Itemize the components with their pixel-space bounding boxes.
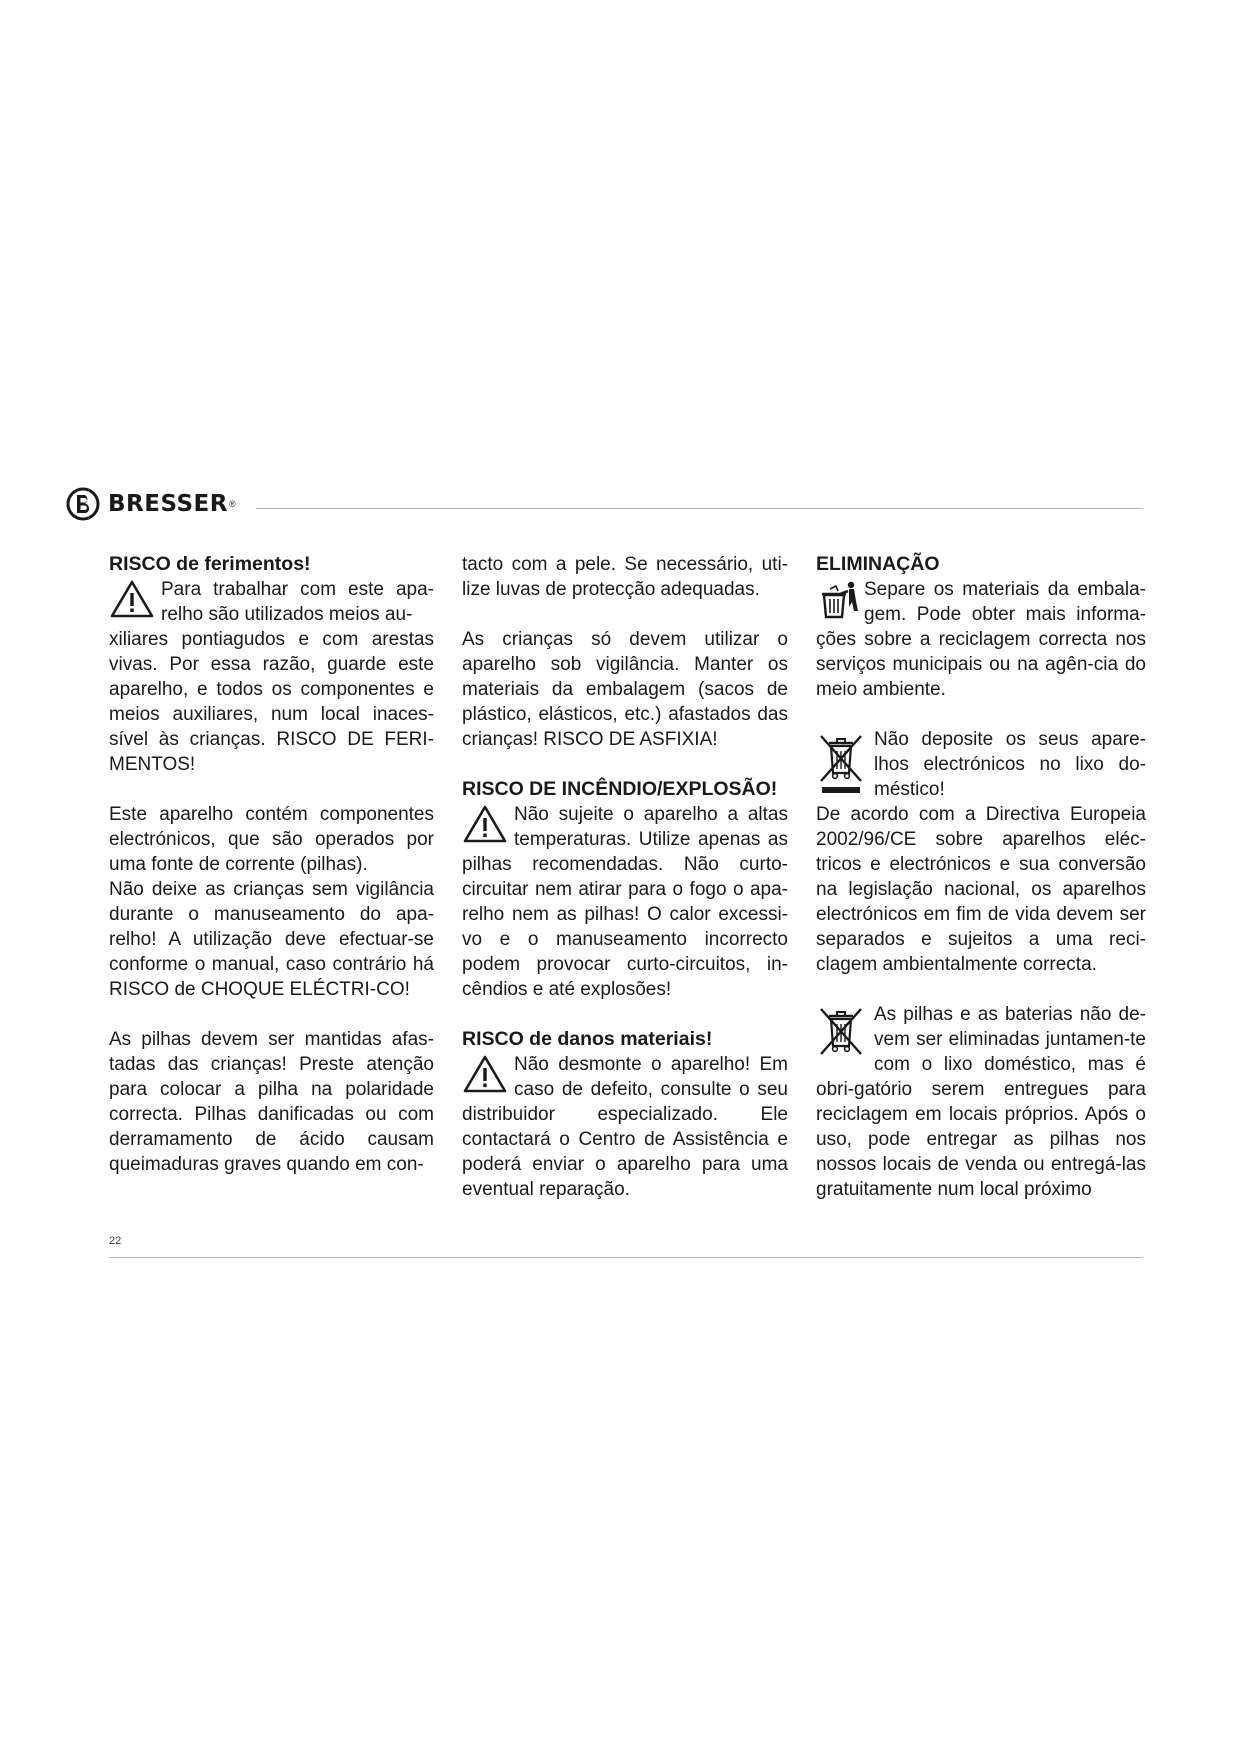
crossed-out-bin-icon (816, 1004, 866, 1056)
damage-risk-text: Não desmonte o aparelho! Em caso de defeito, consulte o seu distribuidor especializado. Ele contactará o Centro de Assistência e poderá enviar o aparelho para uma eventual reparação. (462, 1054, 788, 1200)
weee-directive-text: De acordo com a Directiva Europeia 2002/96/CE sobre aparelhos eléc-tricos e electrónicos e sua conversão na legislação nacional, os aparelhos electrónicos em fim de vida devem ser separados e sujeitos a uma reci-clagem ambientalmente correcta. (816, 804, 1146, 975)
header-divider (256, 508, 1143, 509)
footer-divider (109, 1257, 1143, 1258)
brand-name: BRESSER (108, 491, 228, 517)
page-number: 22 (109, 1235, 122, 1247)
registered-mark: ® (228, 499, 236, 509)
disposal-text: Separe os materiais da embala-gem. Pode obter mais informa-ções sobre a reciclagem correcta nos serviços municipais ou na agên-cia do meio ambiente. (816, 579, 1146, 700)
page-header (66, 484, 1143, 524)
column-right (816, 552, 1146, 1202)
fire-risk-text: Não sujeite o aparelho a altas temperaturas. Utilize apenas as pilhas recomendadas. Não curto-circuitar nem atirar para o fogo o apa-relho nem as pilhas! O calor excessi-vo e o manuseamento incorrecto podem provocar curto-circuitos, in-cêndios e até explosões! (462, 804, 788, 1000)
batteries-text: As pilhas devem ser mantidas afas-tadas das crianças! Preste atenção para colocar a pilha na polaridade correcta. Pilhas danificadas ou com derramamento de ácido causam queimaduras graves quando em con- (109, 1029, 434, 1175)
heading-damage-risk: RISCO de danos materiais! (462, 1028, 713, 1050)
gloves-text: tacto com a pele. Se necessário, uti-lize luvas de protecção adequadas. (462, 554, 788, 600)
crossed-out-bin-icon (816, 731, 866, 795)
warning-triangle-icon (462, 804, 508, 844)
bresser-logo (66, 484, 236, 524)
heading-disposal: ELIMINAÇÃO (816, 553, 940, 575)
recycle-bin-icon (816, 577, 860, 621)
injury-risk-text-intro: Para trabalhar com este apa-relho são utilizados meios au- (161, 579, 434, 625)
children-text: As crianças só devem utilizar o aparelho sob vigilância. Manter os materiais da embalagem (sacos de plástico, elásticos, etc.) afastados das crianças! RISCO DE ASFIXIA! (462, 629, 788, 750)
warning-triangle-icon (462, 1054, 508, 1094)
heading-fire-risk: RISCO DE INCÊNDIO/EXPLOSÃO! (462, 778, 778, 800)
warning-triangle-icon (109, 579, 155, 619)
electric-shock-text: Não deixe as crianças sem vigilância durante o manuseamento do apa-relho! A utilização deve efectuar-se conforme o manual, caso contrário há RISCO de CHOQUE ELÉCTRI-CO! (109, 879, 434, 1000)
heading-injury-risk: RISCO de ferimentos! (109, 553, 311, 575)
batteries-disposal-text: As pilhas e as baterias não de-vem ser eliminadas juntamen-te com o lixo doméstico, mas é obri-gatório serem entregues para reciclagem em locais próprios. Após o uso, pode entregar as pilhas nos nossos locais de venda ou entregá-las gratuitamente num local próximo (816, 1004, 1146, 1200)
electronics-text: Este aparelho contém componentes electrónicos, que são operados por uma fonte de corrente (pilhas). (109, 804, 434, 875)
injury-risk-text: xiliares pontiagudos e com arestas vivas. Por essa razão, guarde este aparelho, e todos os componentes e meios auxiliares, num local inaces-sível às crianças. RISCO DE FERI-MENTOS! (109, 629, 434, 775)
bresser-logo-mark-icon (66, 487, 100, 521)
column-middle (462, 552, 788, 1202)
no-household-waste-text: Não deposite os seus apare-lhos electrónicos no lixo do-méstico! (874, 729, 1146, 800)
column-left (109, 552, 434, 1177)
